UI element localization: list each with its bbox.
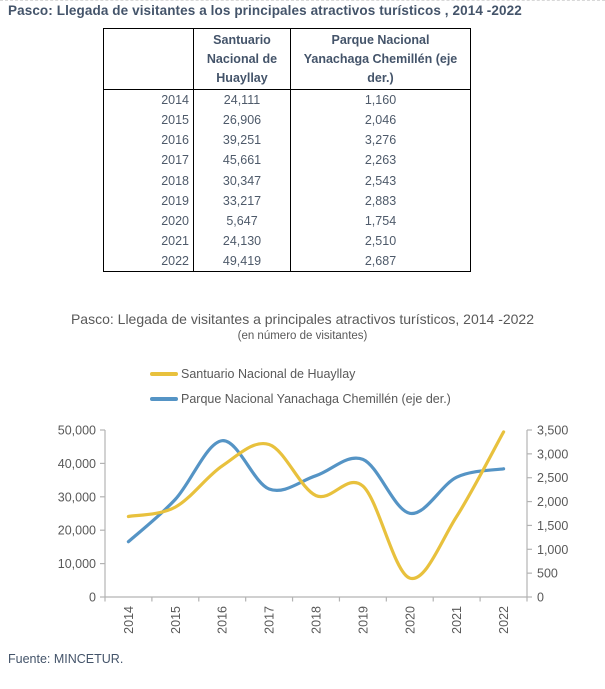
right-axis-tick-label: 0 <box>537 590 544 605</box>
table-row <box>104 231 471 251</box>
parque-cell: 2,543 <box>291 171 471 191</box>
left-axis-tick-label: 10,000 <box>57 557 96 572</box>
left-axis-tick-label: 0 <box>89 590 96 605</box>
legend-item-parque <box>150 392 451 406</box>
legend-line-swatch-yellow <box>150 372 178 375</box>
page-title: Pasco: Llegada de visitantes a los principales atractivos turísticos , 2014 -2022 <box>8 3 522 18</box>
x-axis-year-label: 2014 <box>121 606 136 634</box>
santuario-cell: 49,419 <box>194 251 291 271</box>
header-parque: Parque Nacional Yanachaga Chemillén (eje der.) <box>291 29 471 90</box>
parque-cell: 1,160 <box>291 90 471 110</box>
year-cell: 2017 <box>104 150 194 170</box>
year-cell: 2016 <box>104 130 194 150</box>
right-axis-tick-label: 1,000 <box>537 542 569 557</box>
page-top-divider <box>0 0 605 1</box>
line-chart <box>0 413 605 653</box>
right-axis-tick-label: 3,000 <box>537 447 569 462</box>
left-axis-tick-label: 40,000 <box>57 456 96 471</box>
x-axis-year-label: 2019 <box>356 606 371 634</box>
legend-item-santuario <box>150 367 451 381</box>
x-axis-year-label: 2021 <box>450 606 465 634</box>
x-axis-year-label: 2020 <box>403 606 418 634</box>
legend-label: Santuario Nacional de Huayllay <box>181 367 356 381</box>
table-row <box>104 171 471 191</box>
x-axis-year-label: 2022 <box>497 606 512 634</box>
legend-line-swatch-blue <box>150 397 178 400</box>
parque-cell: 3,276 <box>291 130 471 150</box>
x-axis-year-label: 2015 <box>168 606 183 634</box>
year-cell: 2015 <box>104 110 194 130</box>
x-axis-year-label: 2016 <box>215 606 230 634</box>
santuario-cell: 5,647 <box>194 211 291 231</box>
parque-cell: 2,263 <box>291 150 471 170</box>
chart-subtitle: (en número de visitantes) <box>237 330 368 342</box>
header-year-blank <box>104 29 194 90</box>
right-axis-tick-label: 2,000 <box>537 495 569 510</box>
right-axis-tick-label: 500 <box>537 566 558 581</box>
parque-cell: 2,046 <box>291 110 471 130</box>
series-line-parque <box>128 441 503 542</box>
table-row <box>104 130 471 150</box>
year-cell: 2018 <box>104 171 194 191</box>
year-cell: 2020 <box>104 211 194 231</box>
right-axis-tick-label: 2,500 <box>537 471 569 486</box>
parque-cell: 2,883 <box>291 191 471 211</box>
chart-legend <box>150 367 451 417</box>
santuario-cell: 24,130 <box>194 231 291 251</box>
santuario-cell: 30,347 <box>194 171 291 191</box>
x-axis-year-label: 2017 <box>262 606 277 634</box>
visitors-table <box>103 28 471 272</box>
left-axis-tick-label: 20,000 <box>57 523 96 538</box>
left-axis-tick-label: 50,000 <box>57 423 96 438</box>
year-cell: 2014 <box>104 90 194 110</box>
table-row <box>104 211 471 231</box>
parque-cell: 1,754 <box>291 211 471 231</box>
santuario-cell: 45,661 <box>194 150 291 170</box>
table-header-row <box>104 29 471 90</box>
table-row <box>104 110 471 130</box>
right-axis-tick-label: 3,500 <box>537 423 569 438</box>
year-cell: 2022 <box>104 251 194 271</box>
table-row <box>104 251 471 271</box>
x-axis-year-label: 2018 <box>309 606 324 634</box>
legend-label: Parque Nacional Yanachaga Chemillén (eje der.) <box>181 392 451 406</box>
parque-cell: 2,687 <box>291 251 471 271</box>
year-cell: 2021 <box>104 231 194 251</box>
santuario-cell: 26,906 <box>194 110 291 130</box>
santuario-cell: 24,111 <box>194 90 291 110</box>
table-row <box>104 150 471 170</box>
left-axis-tick-label: 30,000 <box>57 490 96 505</box>
table-row <box>104 191 471 211</box>
santuario-cell: 39,251 <box>194 130 291 150</box>
header-santuario: Santuario Nacional de Huayllay <box>194 29 291 90</box>
year-cell: 2019 <box>104 191 194 211</box>
santuario-cell: 33,217 <box>194 191 291 211</box>
chart-title: Pasco: Llegada de visitantes a principales atractivos turísticos, 2014 -2022 <box>70 311 535 327</box>
table-row <box>104 90 471 110</box>
right-axis-tick-label: 1,500 <box>537 518 569 533</box>
source-note: Fuente: MINCETUR. <box>8 652 124 666</box>
series-line-santuario <box>128 432 503 579</box>
parque-cell: 2,510 <box>291 231 471 251</box>
